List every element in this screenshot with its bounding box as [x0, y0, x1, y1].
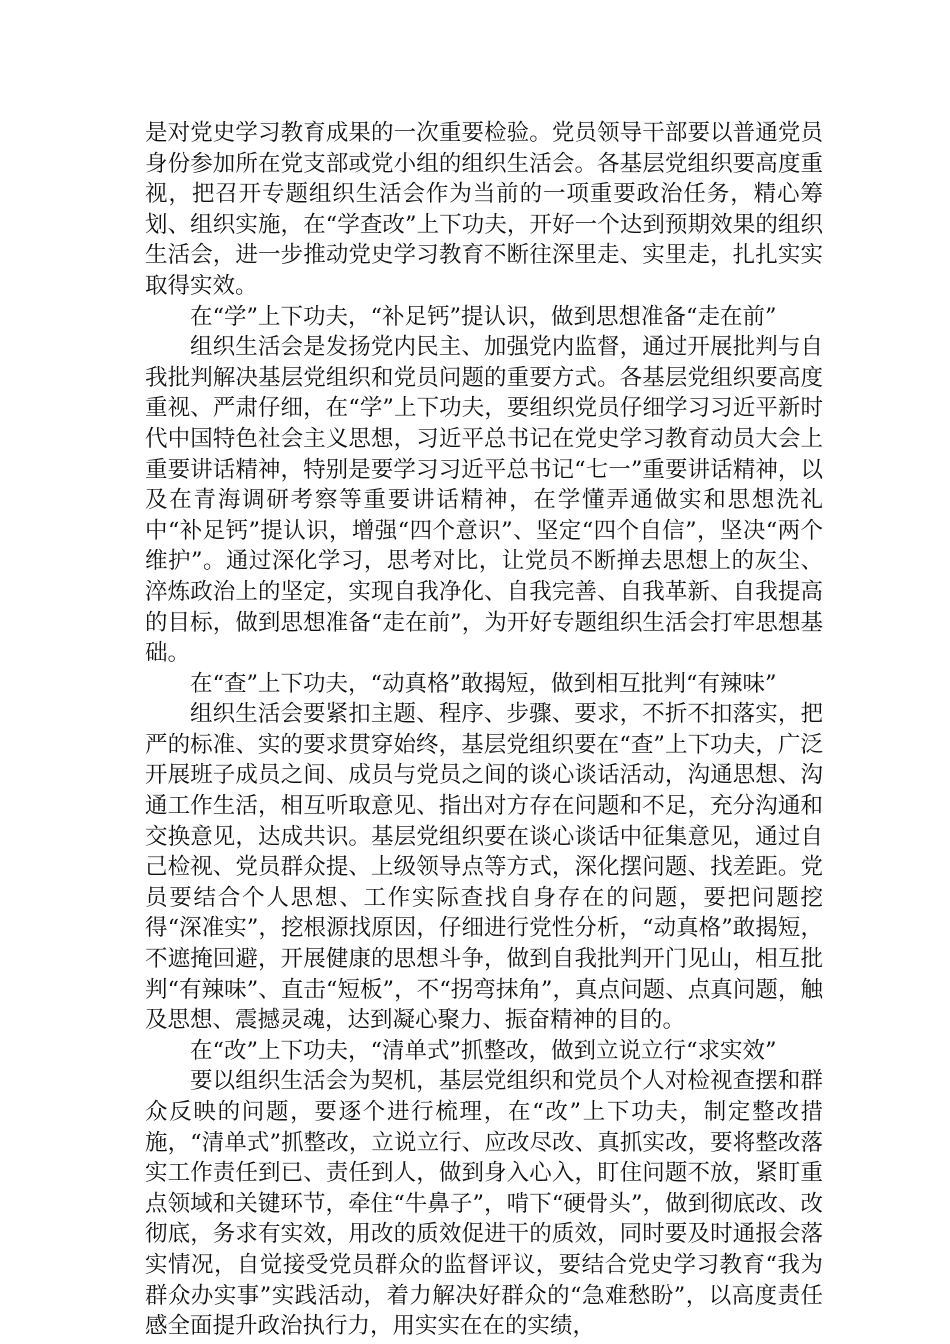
paragraph-reform: 要以组织生活会为契机，基层党组织和党员个人对检视查摆和群众反映的问题，要逐个进行梳理，在“改”上下功夫，制定整改措施，“清单式”抓整改，立说立行、应改尽改、真抓实改，要将整改落实工作责任到已、责任到人，做到身入心入，盯住问题不放，紧盯重点领域和关键环节，牵住“牛鼻子”，啃下“硬骨头”，做到彻底改、改彻底，务求有实效，用改的质效促进干的质效，同时要及时通报会落实情况，自觉接受党员群众的监督评议，要结合党史学习教育“我为群众办实事”实践活动，着力解决好群众的“急难愁盼”，以高度责任感全面提升政治执行力，用实实在在的实绩，	[145, 1068, 823, 1340]
paragraph-intro: 是对党史学习教育成果的一次重要检验。党员领导干部要以普通党员身份参加所在党支部或党小组的组织生活会。各基层党组织要高度重视，把召开专题组织生活会作为当前的一项重要政治任务，精心筹划、组织实施，在“学查改”上下功夫，开好一个达到预期效果的组织生活会，进一步推动党史学习教育不断往深里走、实里走，扎扎实实取得实效。	[145, 120, 823, 299]
section-heading-reform: 在“改”上下功夫，“清单式”抓整改，做到立说立行“求实效”	[190, 1037, 777, 1064]
section-heading-check: 在“查”上下功夫，“动真格”敢揭短，做到相互批判“有辣味”	[190, 670, 777, 697]
paragraph-check: 组织生活会要紧扣主题、程序、步骤、要求，不折不扣落实，把严的标准、实的要求贯穿始终，基层党组织要在“查”上下功夫，广泛开展班子成员之间、成员与党员之间的谈心谈话活动，沟通思想、沟通工作生活，相互听取意见、指出对方存在问题和不足，充分沟通和交换意见，达成共识。基层党组织要在谈心谈话中征集意见，通过自己检视、党员群众提、上级领导点等方式，深化摆问题、找差距。党员要结合个人思想、工作实际查找自身存在的问题，要把问题挖得“深准实”，挖根源找原因，仔细进行党性分析，“动真格”敢揭短，不遮掩回避，开展健康的思想斗争，做到自我批判开门见山，相互批判“有辣味”、直击“短板”，不“拐弯抹角”，真点问题、点真问题，触及思想、震撼灵魂，达到凝心聚力、振奋精神的目的。	[145, 701, 823, 1034]
paragraph-study: 组织生活会是发扬党内民主、加强党内监督，通过开展批判与自我批判解决基层党组织和党员问题的重要方式。各基层党组织要高度重视、严肃仔细，在“学”上下功夫，要组织党员仔细学习习近平新时代中国特色社会主义思想，习近平总书记在党史学习教育动员大会上重要讲话精神，特别是要学习习近平总书记“七一”重要讲话精神，以及在青海调研考察等重要讲话精神，在学懂弄通做实和思想洗礼中“补足钙”提认识，增强“四个意识”、坚定“四个自信”，坚决“两个维护”。通过深化学习，思考对比，让党员不断掸去思想上的灰尘、淬炼政治上的坚定，实现自我净化、自我完善、自我革新、自我提高的目标，做到思想准备“走在前”，为开好专题组织生活会打牢思想基础。	[145, 334, 823, 667]
section-heading-study: 在“学”上下功夫，“补足钙”提认识，做到思想准备“走在前”	[190, 303, 777, 330]
document-page	[145, 118, 823, 1342]
